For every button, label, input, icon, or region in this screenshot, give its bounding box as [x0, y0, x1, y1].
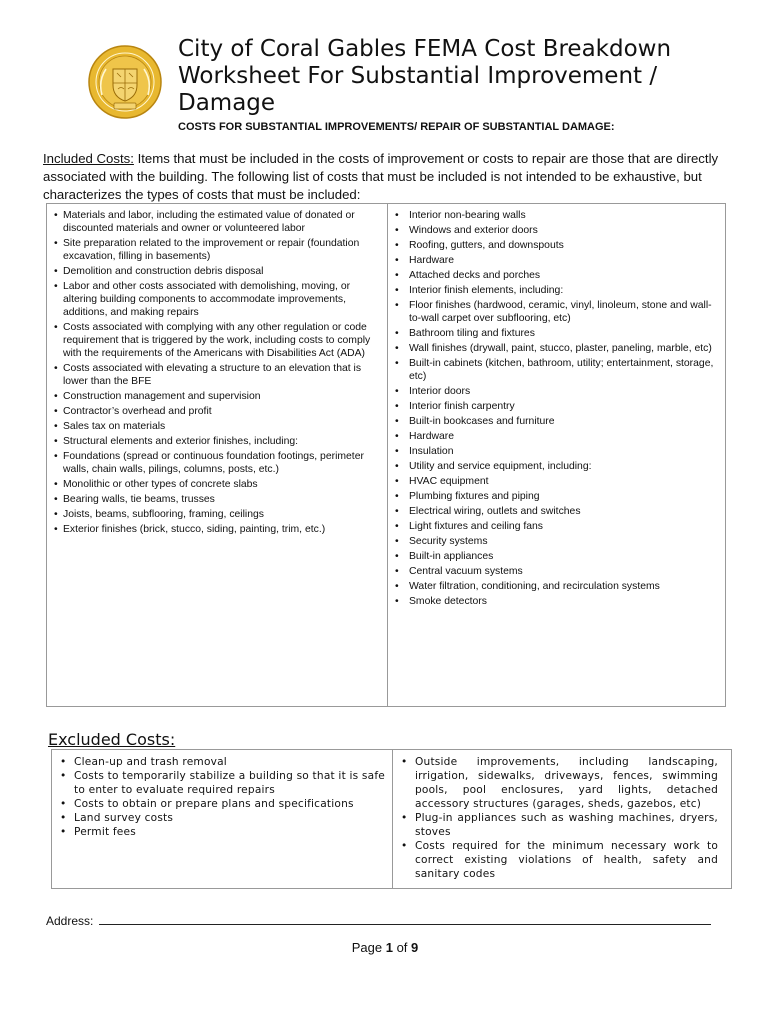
list-item: • Smoke detectors — [395, 595, 720, 608]
list-item: • Structural elements and exterior finishes, including: — [53, 435, 383, 448]
excluded-right-list — [400, 755, 718, 881]
list-item: • Electrical wiring, outlets and switches — [395, 505, 720, 518]
list-item: • Foundations (spread or continuous foundation footings, perimeter walls, chain walls, pilings, columns, posts, etc.) — [53, 450, 383, 476]
address-field[interactable] — [46, 914, 711, 928]
list-item: • Roofing, gutters, and downspouts — [395, 239, 720, 252]
list-item: • Contractor’s overhead and profit — [53, 405, 383, 418]
list-item: • Wall finishes (drywall, paint, stucco, plaster, paneling, marble, etc) — [395, 342, 720, 355]
list-item: • Built-in cabinets (kitchen, bathroom, utility; entertainment, storage, etc) — [395, 357, 720, 383]
list-item: • Plug-in appliances such as washing machines, dryers, stoves — [400, 811, 718, 839]
page-current: 1 — [385, 940, 393, 955]
list-item: • Construction management and supervision — [53, 390, 383, 403]
page-number — [0, 940, 770, 955]
list-item: • Site preparation related to the improvement or repair (foundation excavation, filling in basements) — [53, 237, 383, 263]
of-word: of — [396, 940, 408, 955]
list-item: • Sales tax on materials — [53, 420, 383, 433]
list-item: • Central vacuum systems — [395, 565, 720, 578]
address-input-line[interactable] — [99, 914, 711, 925]
list-item: • Built-in bookcases and furniture — [395, 415, 720, 428]
excluded-left-list — [59, 755, 389, 839]
address-label: Address: — [46, 914, 94, 928]
list-item: • Water filtration, conditioning, and recirculation systems — [395, 580, 720, 593]
list-item: • Outside improvements, including landscaping, irrigation, sidewalks, driveways, fences, swimming pools, pool enclosures, yard lights, detached accessory structures (garages, sheds, gazebos, etc) — [400, 755, 718, 811]
list-item: • Demolition and construction debris disposal — [53, 265, 383, 278]
excluded-costs-heading: Excluded Costs: — [48, 730, 176, 749]
list-item: • Materials and labor, including the estimated value of donated or discounted materials and owner or volunteered labor — [53, 209, 383, 235]
list-item: • Bathroom tiling and fixtures — [395, 327, 720, 340]
page-word: Page — [351, 940, 383, 955]
list-item: • Attached decks and porches — [395, 269, 720, 282]
list-item: • Built-in appliances — [395, 550, 720, 563]
column-divider — [392, 750, 393, 888]
included-costs-intro — [43, 150, 733, 204]
list-item: • Light fixtures and ceiling fans — [395, 520, 720, 533]
list-item: • Costs associated with elevating a structure to an elevation that is lower than the BFE — [53, 362, 383, 388]
list-item: • HVAC equipment — [395, 475, 720, 488]
list-item: • Labor and other costs associated with demolishing, moving, or altering building components to accommodate improvements, additions, and making repairs — [53, 280, 383, 319]
included-costs-text: Items that must be included in the costs of improvement or costs to repair are those that are directly associated with the building. The following list of costs that must be included is not intended to be exhaustive, but characterizes the types of costs that must be included: — [43, 151, 719, 202]
list-item: • Hardware — [395, 430, 720, 443]
list-item: • Floor finishes (hardwood, ceramic, vinyl, linoleum, stone and wall-to-wall carpet over subflooring, etc) — [395, 299, 720, 325]
list-item: • Interior finish carpentry — [395, 400, 720, 413]
included-right-list — [395, 209, 720, 610]
list-item: • Costs to temporarily stabilize a building so that it is safe to enter to evaluate required repairs — [59, 769, 389, 797]
list-item: • Costs associated with complying with any other regulation or code requirement that is triggered by the work, including costs to comply with the requirements of the Americans with Disabilities Act (ADA) — [53, 321, 383, 360]
page-total: 9 — [411, 940, 419, 955]
list-item: • Monolithic or other types of concrete slabs — [53, 478, 383, 491]
list-item: • Utility and service equipment, including: — [395, 460, 720, 473]
list-item: • Permit fees — [59, 825, 389, 839]
document-title: City of Coral Gables FEMA Cost Breakdown Worksheet For Substantial Improvement / Damage — [178, 36, 672, 116]
included-left-list — [53, 209, 383, 538]
list-item: • Interior doors — [395, 385, 720, 398]
list-item: • Joists, beams, subflooring, framing, ceilings — [53, 508, 383, 521]
list-item: • Insulation — [395, 445, 720, 458]
list-item: • Land survey costs — [59, 811, 389, 825]
list-item: • Plumbing fixtures and piping — [395, 490, 720, 503]
city-seal-logo — [88, 45, 162, 119]
list-item: • Costs to obtain or prepare plans and specifications — [59, 797, 389, 811]
list-item: • Security systems — [395, 535, 720, 548]
list-item: • Windows and exterior doors — [395, 224, 720, 237]
list-item: • Costs required for the minimum necessary work to correct existing violations of health, safety and sanitary codes — [400, 839, 718, 881]
included-costs-label: Included Costs: — [43, 151, 134, 166]
list-item: • Hardware — [395, 254, 720, 267]
document-subtitle: COSTS FOR SUBSTANTIAL IMPROVEMENTS/ REPAIR OF SUBSTANTIAL DAMAGE: — [178, 121, 615, 133]
list-item: • Clean-up and trash removal — [59, 755, 389, 769]
list-item: • Interior non-bearing walls — [395, 209, 720, 222]
column-divider — [387, 204, 388, 706]
list-item: • Bearing walls, tie beams, trusses — [53, 493, 383, 506]
list-item: • Interior finish elements, including: — [395, 284, 720, 297]
list-item: • Exterior finishes (brick, stucco, siding, painting, trim, etc.) — [53, 523, 383, 536]
